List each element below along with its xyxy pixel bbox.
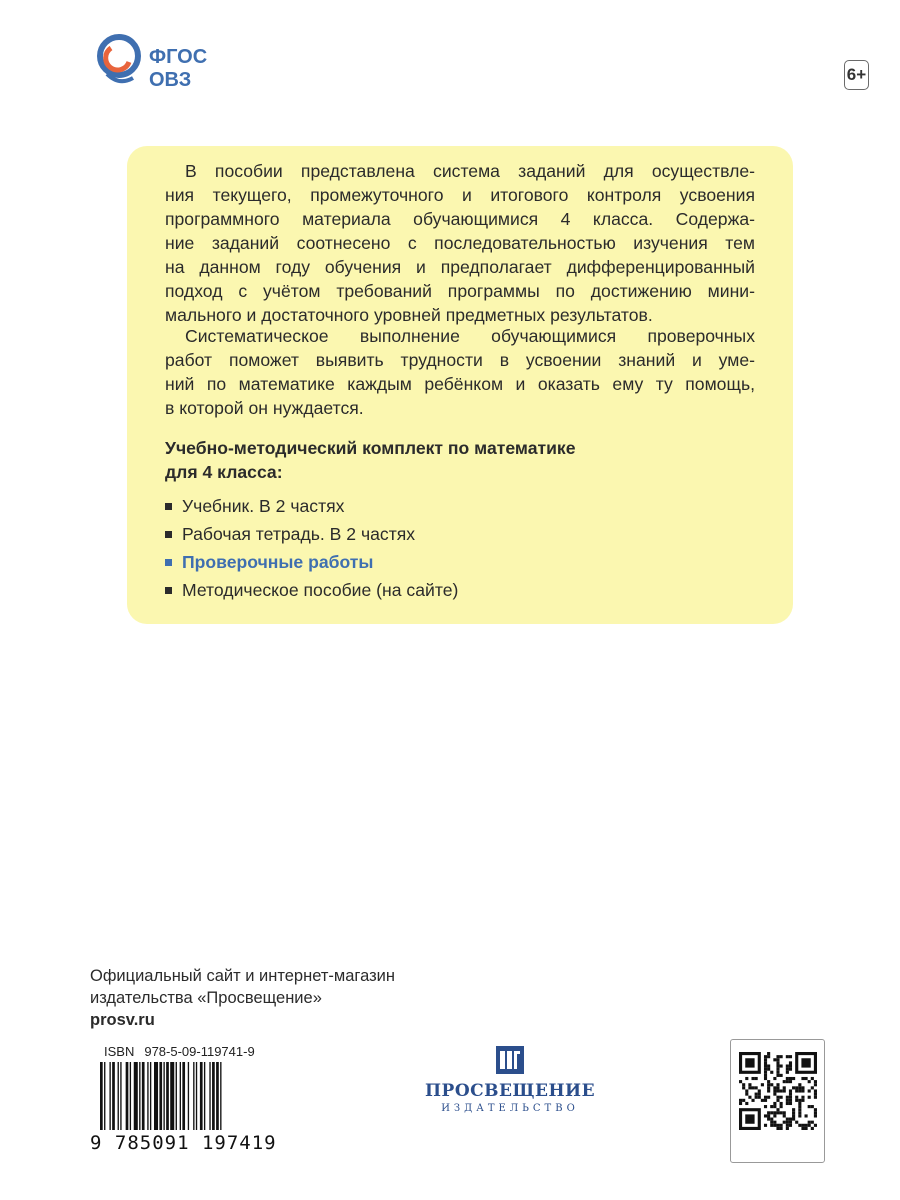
- barcode-icon: [100, 1062, 270, 1132]
- kit-title-line: для 4 класса:: [165, 462, 283, 482]
- publisher-site-info: [90, 965, 395, 1031]
- text-line: в которой он нуждается.: [165, 398, 364, 418]
- kit-item-textbook: [165, 492, 458, 520]
- bullet-icon: [165, 587, 172, 594]
- fgos-emblem-icon: [97, 34, 143, 90]
- qr-code-icon: [739, 1052, 817, 1130]
- text-line: подход с учётом требований программы по достижению мини-: [165, 281, 755, 301]
- kit-title-line: Учебно-методический комплект по математике: [165, 438, 576, 458]
- description-paragraph-1: [165, 159, 755, 327]
- text-line: на данном году обучения и предполагает дифференцированный: [165, 257, 755, 277]
- kit-item-label: Методическое пособие (на сайте): [182, 580, 459, 600]
- kit-list: [165, 492, 458, 604]
- bullet-icon: [165, 559, 172, 566]
- logo-text-fgos: ФГОС: [149, 46, 208, 68]
- description-paragraph-2: [165, 324, 755, 420]
- barcode-digits: 9 785091 197419: [90, 1132, 277, 1154]
- kit-item-label: Учебник. В 2 частях: [182, 496, 345, 516]
- kit-item-label: Рабочая тетрадь. В 2 частях: [182, 524, 416, 544]
- kit-title: [165, 436, 725, 484]
- text-line: мального и достаточного уровней предметных результатов.: [165, 305, 653, 325]
- isbn-label: ISBN: [104, 1044, 135, 1059]
- publisher-subtitle: ИЗДАТЕЛЬСТВО: [441, 1103, 579, 1114]
- text-line: ний по математике каждым ребёнком и оказать ему ту помощь,: [165, 374, 755, 394]
- age-rating-badge: 6+: [844, 60, 869, 90]
- bullet-icon: [165, 503, 172, 510]
- publisher-name: ПРОСВЕЩЕНИЕ: [425, 1081, 596, 1101]
- qr-code-frame: [730, 1039, 825, 1163]
- publisher-logo: [425, 1045, 595, 1125]
- kit-item-label: Проверочные работы: [182, 552, 374, 572]
- fgos-logo: [97, 34, 207, 94]
- text-line: ние заданий соотнесено с последовательностью изучения тем: [165, 233, 755, 253]
- site-url-link[interactable]: prosv.ru: [90, 1011, 155, 1029]
- text-line: ния текущего, промежуточного и итогового контроля усвоения: [165, 185, 755, 205]
- kit-item-methodical-guide: [165, 576, 458, 604]
- text-line: программного материала обучающимися 4 класса. Содержа-: [165, 209, 755, 229]
- kit-item-workbook: [165, 520, 458, 548]
- isbn-barcode: [90, 1040, 280, 1160]
- kit-item-tests: [165, 548, 458, 576]
- isbn-line: [104, 1044, 255, 1059]
- publisher-emblem-icon: [495, 1045, 525, 1075]
- text-line: Систематическое выполнение обучающимися проверочных: [185, 326, 755, 346]
- bullet-icon: [165, 531, 172, 538]
- text-line: работ поможет выявить трудности в усвоении знаний и уме-: [165, 350, 755, 370]
- text-line: В пособии представлена система заданий для осуществле-: [185, 161, 755, 181]
- site-line: Официальный сайт и интернет-магазин: [90, 967, 395, 985]
- logo-text-ovz: ОВЗ: [149, 69, 192, 91]
- isbn-number: 978-5-09-119741-9: [144, 1044, 255, 1059]
- site-line: издательства «Просвещение»: [90, 989, 322, 1007]
